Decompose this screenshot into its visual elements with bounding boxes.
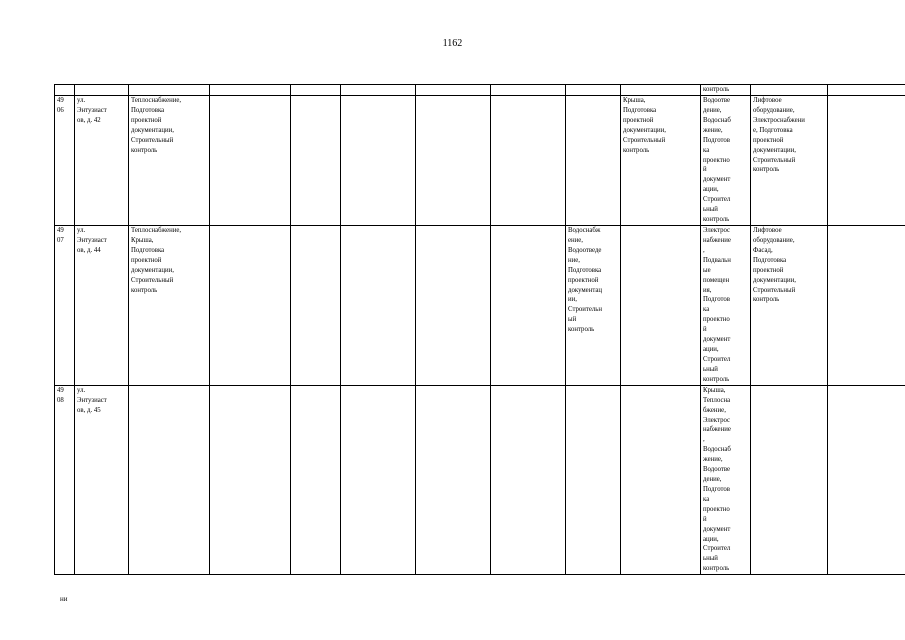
table-cell: Лифтовое оборудование, Фасад, Подготовка проектной документации, Строительный контроль xyxy=(751,225,828,385)
table-cell xyxy=(491,85,566,96)
table-cell xyxy=(566,385,621,575)
table-cell xyxy=(828,385,905,575)
table-cell xyxy=(341,225,416,385)
table-row xyxy=(55,385,905,575)
table-row-continuation xyxy=(55,85,905,96)
table-cell: Водоснабж ение, Водоотведе ние, Подготовка проектной документац ии, Строительн ый контроль xyxy=(566,225,621,385)
table-cell: Теплоснабжение, Подготовка проектной документации, Строительный контроль xyxy=(129,96,210,226)
table-cell xyxy=(210,85,291,96)
page-number: 1162 xyxy=(442,38,463,49)
table-cell: Теплоснабжение, Крыша, Подготовка проектной документации, Строительный контроль xyxy=(129,225,210,385)
table-cell: контроль xyxy=(701,85,751,96)
table-cell xyxy=(291,85,341,96)
table-cell xyxy=(210,385,291,575)
table-cell xyxy=(491,385,566,575)
table-cell xyxy=(55,85,75,96)
table-cell xyxy=(416,85,491,96)
table-cell xyxy=(416,385,491,575)
row-number-cell: 49 06 xyxy=(55,96,75,226)
table-row xyxy=(55,225,905,385)
table-cell xyxy=(291,96,341,226)
table-cell xyxy=(828,225,905,385)
table-cell xyxy=(341,96,416,226)
table-cell xyxy=(491,225,566,385)
table-cell xyxy=(210,96,291,226)
row-number-cell: 49 07 xyxy=(55,225,75,385)
table-cell: Водоотве дение, Водоснаб жение, Подготов ка проектно й документ ации, Строител ьный контроль xyxy=(701,96,751,226)
table-cell xyxy=(621,225,701,385)
table-cell xyxy=(291,385,341,575)
table-cell xyxy=(751,385,828,575)
address-cell: ул. Энтузиаст ов, д. 42 xyxy=(75,96,129,226)
table-cell: Крыша, Подготовка проектной документации, Строительный контроль xyxy=(621,96,701,226)
table-cell: Электрос набжение , Подвальн ые помещен ия, Подготов ка проектно й документ ации, Строител ьный контроль xyxy=(701,225,751,385)
table-cell xyxy=(566,85,621,96)
table-cell xyxy=(129,85,210,96)
table-cell xyxy=(75,85,129,96)
table-cell: Крыша, Теплосна бжение, Электрос набжение , Водоснаб жение, Водоотве дение, Подготов ка проектно й документ ации, Строител ьный контроль xyxy=(701,385,751,575)
table-cell xyxy=(129,385,210,575)
table-cell xyxy=(828,96,905,226)
address-cell: ул. Энтузиаст ов, д. 44 xyxy=(75,225,129,385)
table-cell xyxy=(621,385,701,575)
table-cell xyxy=(751,85,828,96)
table-cell xyxy=(491,96,566,226)
table-cell xyxy=(416,225,491,385)
address-cell: ул. Энтузиаст ов, д. 45 xyxy=(75,385,129,575)
table-cell xyxy=(828,85,905,96)
table-cell xyxy=(291,225,341,385)
table-cell xyxy=(210,225,291,385)
table-row xyxy=(55,96,905,226)
table-cell xyxy=(341,85,416,96)
table-cell xyxy=(416,96,491,226)
table-cell xyxy=(341,385,416,575)
table-cell xyxy=(566,96,621,226)
table-cell xyxy=(621,85,701,96)
table-cell: Лифтовое оборудование, Электроснабжени е, Подготовка проектной документации, Строительный контроль xyxy=(751,96,828,226)
row-number-cell: 49 08 xyxy=(55,385,75,575)
footer-mark: ни xyxy=(60,595,68,603)
works-table xyxy=(54,84,905,575)
